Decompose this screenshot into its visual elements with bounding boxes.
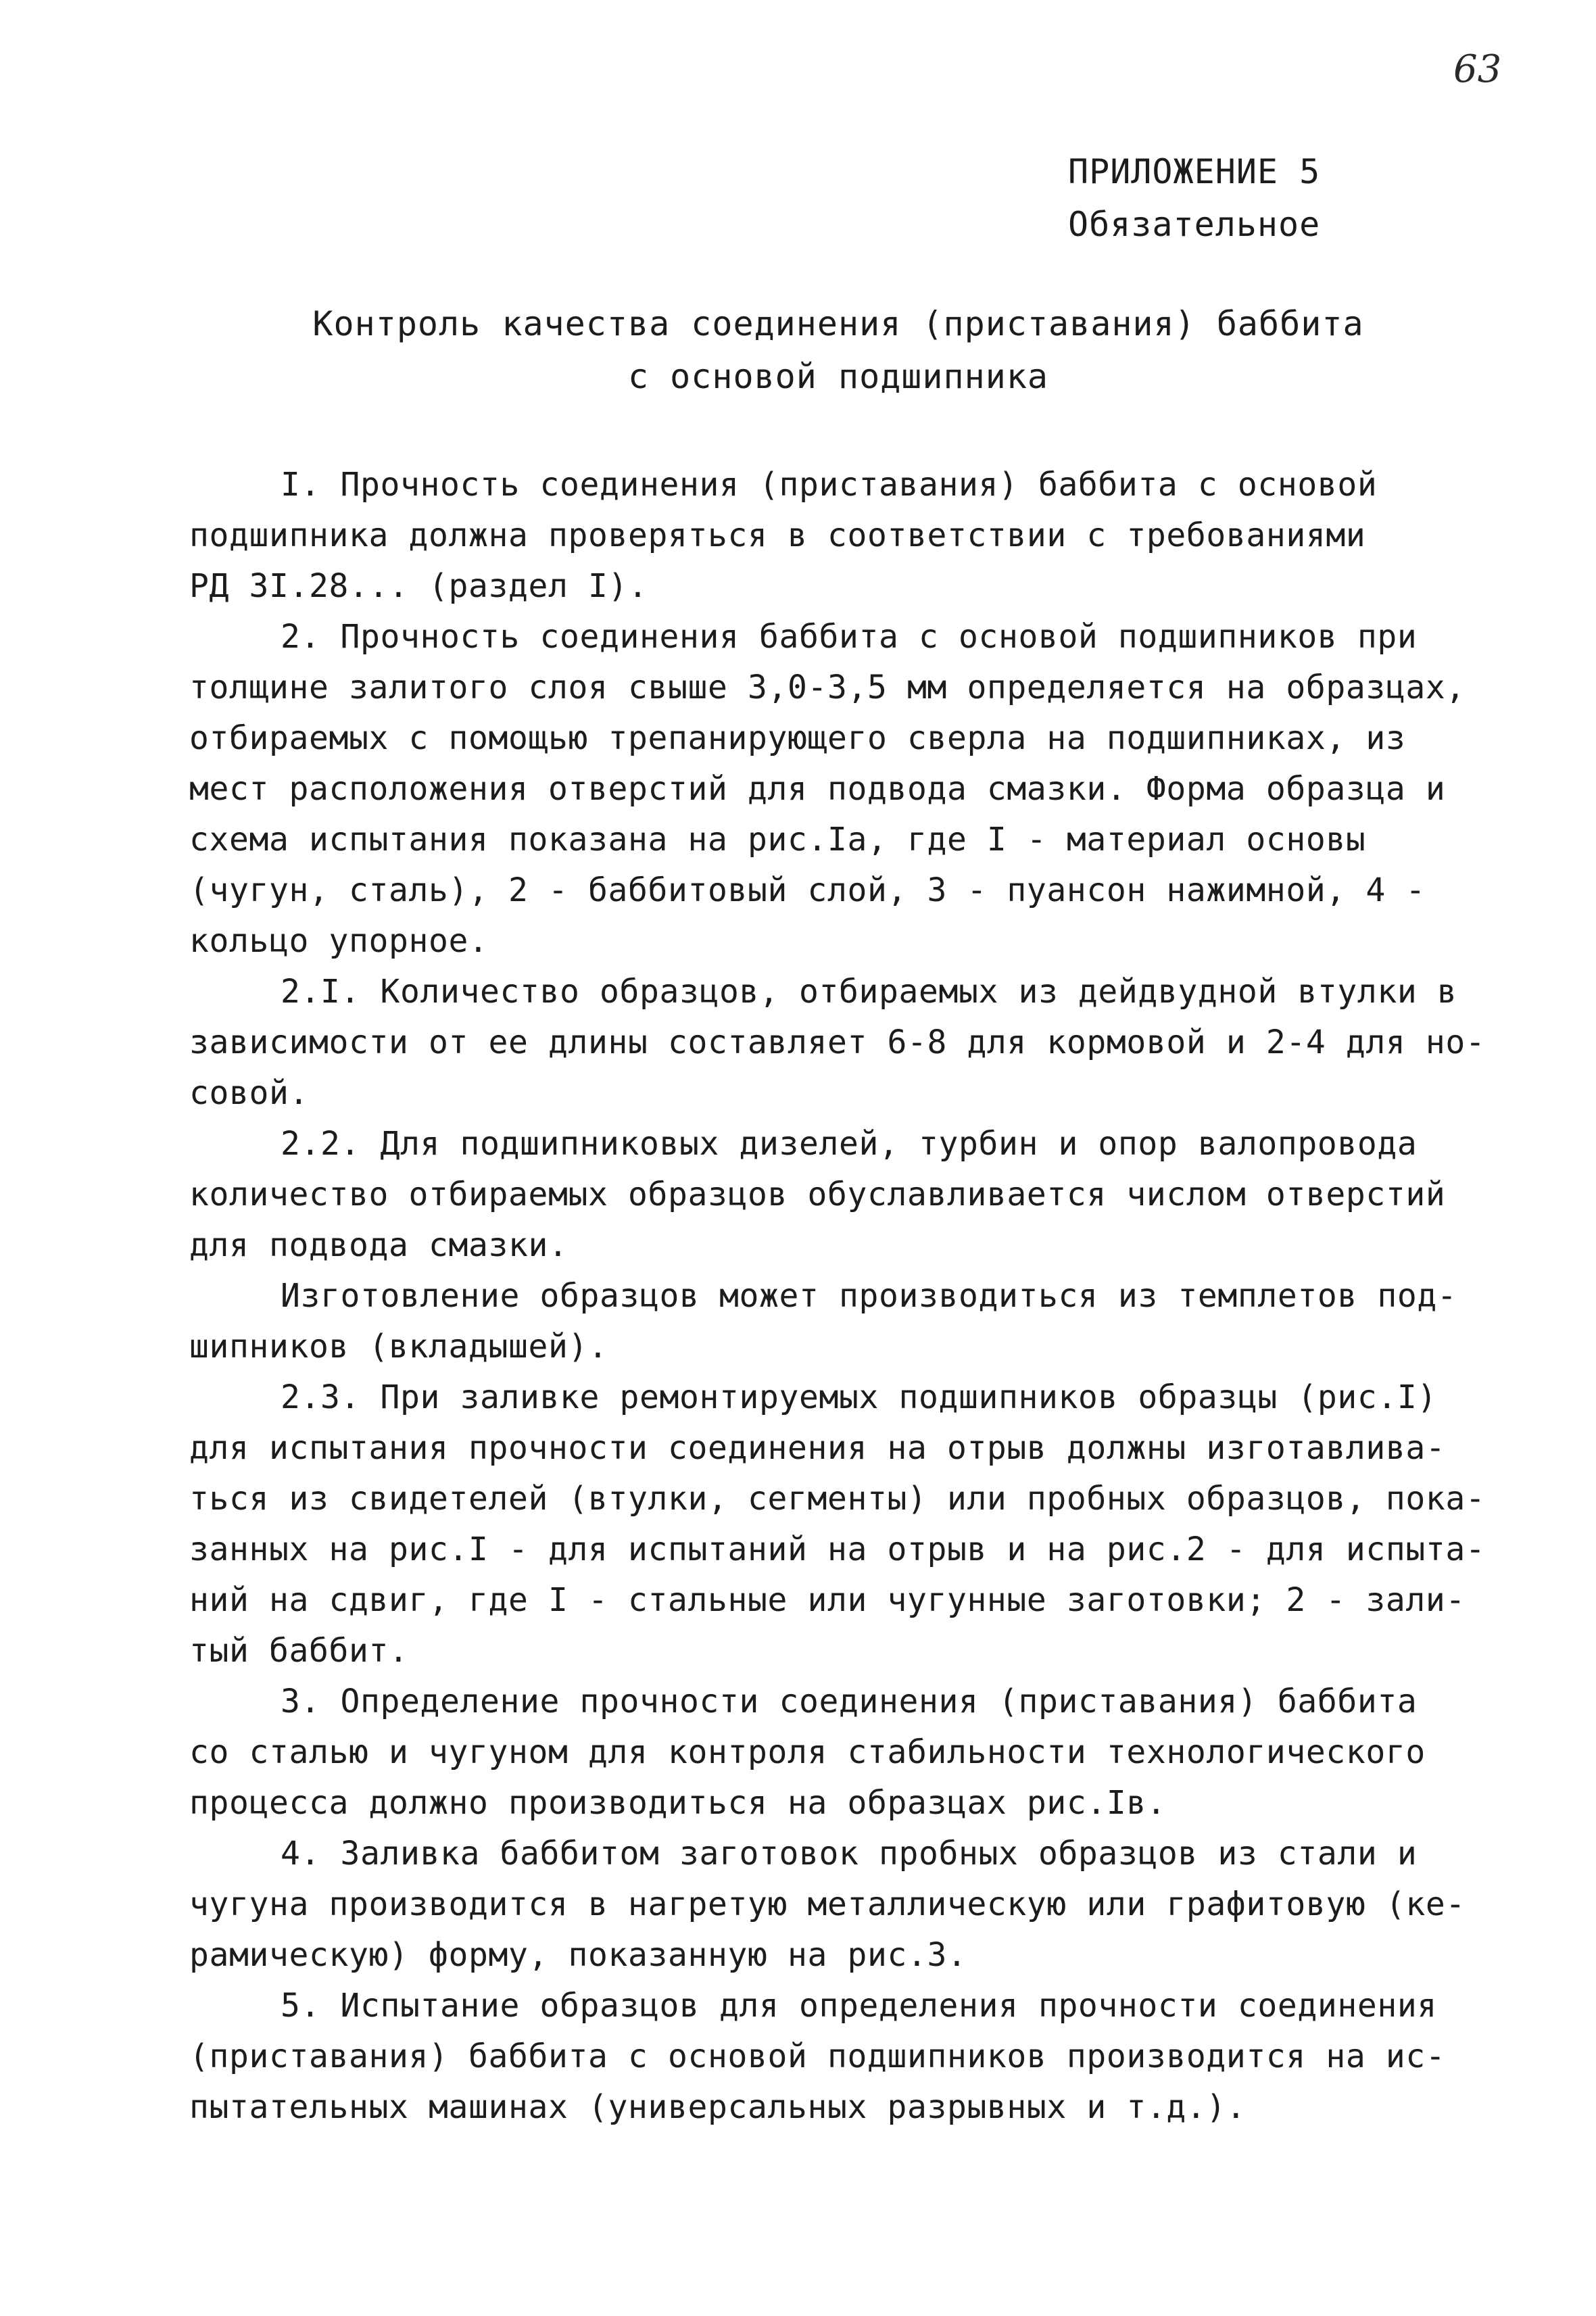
text-line: Изготовление образцов может производиться из темплетов под- — [281, 1277, 1457, 1315]
text-line: отбираемых с помощью трепанирующего сверла на подшипниках, из — [189, 719, 1406, 757]
text-line: (приставания) баббита с основой подшипников производится на ис- — [189, 2037, 1446, 2075]
text-line: 2.I. Количество образцов, отбираемых из дейдвудной втулки в — [281, 973, 1457, 1011]
text-line: со сталью и чугуном для контроля стабильности технологического — [189, 1733, 1426, 1771]
text-line: количество отбираемых образцов обуславливается числом отверстий — [189, 1176, 1446, 1213]
title-line-2: с основой подшипника — [627, 357, 1049, 396]
text-line: пытательных машинах (универсальных разрывных и т.д.). — [189, 2088, 1247, 2126]
text-line: ний на сдвиг, где I - стальные или чугунные заготовки; 2 - зали- — [189, 1581, 1466, 1619]
text-line: ться из свидетелей (втулки, сегменты) или пробных образцов, пока- — [189, 1480, 1486, 1518]
text-line: схема испытания показана на рис.Iа, где I - материал основы — [189, 821, 1366, 859]
appendix-header — [1068, 145, 1352, 251]
text-line: толщине залитого слоя свыше 3,0-3,5 мм определяется на образцах, — [189, 669, 1466, 706]
appendix-status: Обязательное — [1068, 205, 1321, 244]
document-title — [203, 297, 1474, 403]
text-line: 4. Заливка баббитом заготовок пробных образцов из стали и — [281, 1835, 1418, 1873]
text-line: кольцо упорное. — [189, 922, 489, 960]
text-line: чугуна производится в нагретую металлическую или графитовую (ке- — [189, 1885, 1466, 1923]
document-body — [189, 460, 1487, 2133]
text-line: подшипника должна проверяться в соответствии с требованиями — [189, 516, 1366, 554]
text-line: зависимости от ее длины составляет 6-8 для кормовой и 2-4 для но- — [189, 1023, 1486, 1061]
text-line: мест расположения отверстий для подвода смазки. Форма образца и — [189, 770, 1446, 808]
text-line: (чугун, сталь), 2 - баббитовый слой, 3 - пуансон нажимной, 4 - — [189, 871, 1426, 909]
text-line: рамическую) форму, показанную на рис.3. — [189, 1936, 967, 1974]
text-line: процесса должно производиться на образцах рис.Iв. — [189, 1784, 1167, 1822]
text-line: тый баббит. — [189, 1632, 409, 1670]
text-line: I. Прочность соединения (приставания) баббита с основой — [281, 466, 1378, 504]
title-line-1: Контроль качества соединения (приставания) баббита — [312, 304, 1364, 343]
text-line: для испытания прочности соединения на отрыв должны изготавлива- — [189, 1429, 1446, 1467]
text-line: 3. Определение прочности соединения (приставания) баббита — [281, 1683, 1418, 1720]
text-line: 5. Испытание образцов для определения прочности соединения — [281, 1987, 1437, 2025]
text-line: 2. Прочность соединения баббита с основой подшипников при — [281, 618, 1418, 656]
text-line: занных на рис.I - для испытаний на отрыв и на рис.2 - для испыта- — [189, 1530, 1486, 1568]
text-line: РД 3I.28... (раздел I). — [189, 567, 648, 605]
text-line: совой. — [189, 1074, 309, 1112]
text-line: 2.3. При заливке ремонтируемых подшипников образцы (рис.I) — [281, 1378, 1437, 1416]
text-line: 2.2. Для подшипниковых дизелей, турбин и опор валопровода — [281, 1125, 1418, 1163]
appendix-label: ПРИЛОЖЕНИЕ 5 — [1068, 152, 1321, 191]
page-number: 63 — [1453, 47, 1502, 91]
text-line: шипников (вкладышей). — [189, 1328, 608, 1366]
text-line: для подвода смазки. — [189, 1226, 569, 1264]
